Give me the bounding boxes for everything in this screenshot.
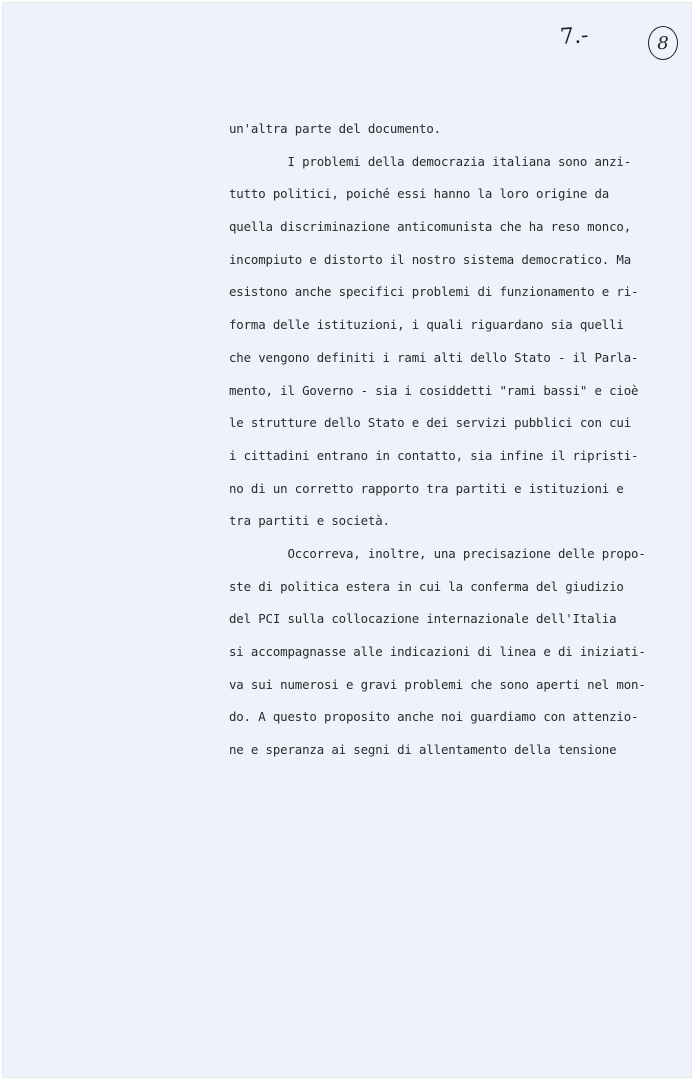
text-line: del PCI sulla collocazione internazionale dell'Italia: [229, 611, 617, 627]
text-line: do. A questo proposito anche noi guardiamo con attenzio-: [229, 709, 639, 725]
text-line: le strutture dello Stato e dei servizi pubblici con cui: [229, 415, 632, 431]
text-line: incompiuto e distorto il nostro sistema democratico. Ma: [229, 251, 632, 267]
document-page: [2, 2, 692, 1078]
text-line: che vengono definiti i rami alti dello Stato - il Parla-: [229, 349, 639, 365]
circled-page-number: 8: [648, 26, 678, 60]
text-line: Occorreva, inoltre, una precisazione delle propo-: [229, 545, 646, 561]
text-line: esistono anche specifici problemi di funzionamento e ri-: [229, 284, 639, 300]
text-line: si accompagnasse alle indicazioni di linea e di iniziati-: [229, 644, 646, 659]
text-line: un'altra parte del documento.: [229, 121, 441, 136]
text-line: ne e speranza ai segni di allentamento della tensione: [229, 742, 617, 758]
text-line: i cittadini entrano in contatto, sia infine il ripristi-: [229, 447, 639, 463]
text-line: quella discriminazione anticomunista che ha reso monco,: [229, 219, 632, 235]
text-line: forma delle istituzioni, i quali riguardano sia quelli: [229, 317, 624, 333]
text-line: I problemi della democrazia italiana sono anzi-: [229, 153, 632, 169]
text-line: va sui numerosi e gravi problemi che sono aperti nel mon-: [229, 676, 646, 692]
document-body: [229, 121, 646, 775]
text-line: tra partiti e società.: [229, 513, 390, 529]
text-line: ste di politica estera in cui la conferma del giudizio: [229, 578, 624, 594]
text-line: mento, il Governo - sia i cosiddetti "rami bassi" e cioè: [229, 382, 639, 398]
page-number: 7.-: [559, 23, 590, 50]
text-line: no di un corretto rapporto tra partiti e istituzioni e: [229, 480, 624, 496]
text-line: tutto politici, poiché essi hanno la loro origine da: [229, 186, 610, 202]
